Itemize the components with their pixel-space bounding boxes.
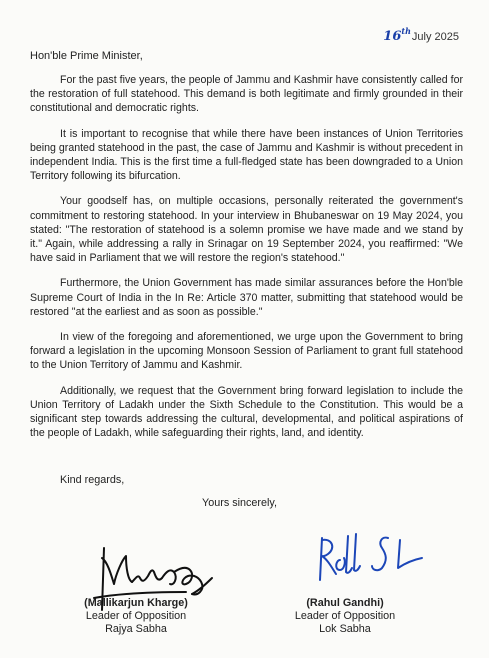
letter-date — [383, 26, 459, 44]
signatory-name: (Mallikarjun Kharge) — [84, 597, 188, 609]
signatory-house: Rajya Sabha — [105, 623, 167, 635]
paragraph-6: Additionally, we request that the Government bring forward legislation to include the Union Territory of Ladakh under the Sixth Schedule to the Constitution. This would be a significant step towards addressing the cultural, developmental, and political aspirations of the people of Ladakh, while safeguarding their rights, land, and identity. — [30, 384, 463, 440]
signatory-title: Leader of Opposition — [294, 610, 396, 622]
date-day-suffix: th — [401, 26, 411, 36]
signatory-kharge — [72, 597, 200, 636]
sign-off: Yours sincerely, — [202, 497, 278, 509]
signatory-title: Leader of Opposition — [85, 610, 187, 622]
date-month-year: July 2025 — [411, 31, 459, 43]
salutation: Hon'ble Prime Minister, — [30, 50, 143, 62]
paragraph-4: Furthermore, the Union Government has made similar assurances before the Hon'ble Supreme Court of India in the In Re: Article 370 matter, submitting that statehood would be restored "at the earliest and as soon as possible." — [30, 277, 463, 318]
signatory-gandhi — [286, 597, 404, 636]
paragraph-5: In view of the foregoing and aforementioned, we urge upon the Government to bring forward a legislation in the upcoming Monsoon Session of Parliament to grant full statehood to the Union Territory of Jammu and Kashmir. — [30, 331, 463, 372]
paragraph-1: For the past five years, the people of Jammu and Kashmir have consistently called for the restoration of full statehood. This demand is both legitimate and firmly grounded in their constitutional and democratic rights. — [30, 74, 463, 115]
paragraph-2: It is important to recognise that while there have been instances of Union Territories being granted statehood in the past, the case of Jammu and Kashmir is without precedent in independent India. This is the first time a full-fledged state has been downgraded to a Union Territory following its bifurcation. — [30, 127, 463, 183]
signature-gandhi — [300, 530, 430, 590]
date-day: 16 — [383, 29, 402, 44]
letter-body — [30, 73, 463, 451]
closing: Kind regards, — [60, 474, 125, 486]
signatory-house: Lok Sabha — [319, 623, 371, 635]
signatory-name: (Rahul Gandhi) — [306, 597, 384, 609]
paragraph-3: Your goodself has, on multiple occasions, personally reiterated the government's commitment to restoring statehood. In your interview in Bhubaneswar on 19 May 2024, you stated: "The restoration of statehood is a solemn promise we have made and we stand by it." Again, while addressing a rally in Srinagar on 19 September 2024, you reaffirmed: "We have said in Parliament that we will restore the region's statehood." — [30, 195, 463, 265]
